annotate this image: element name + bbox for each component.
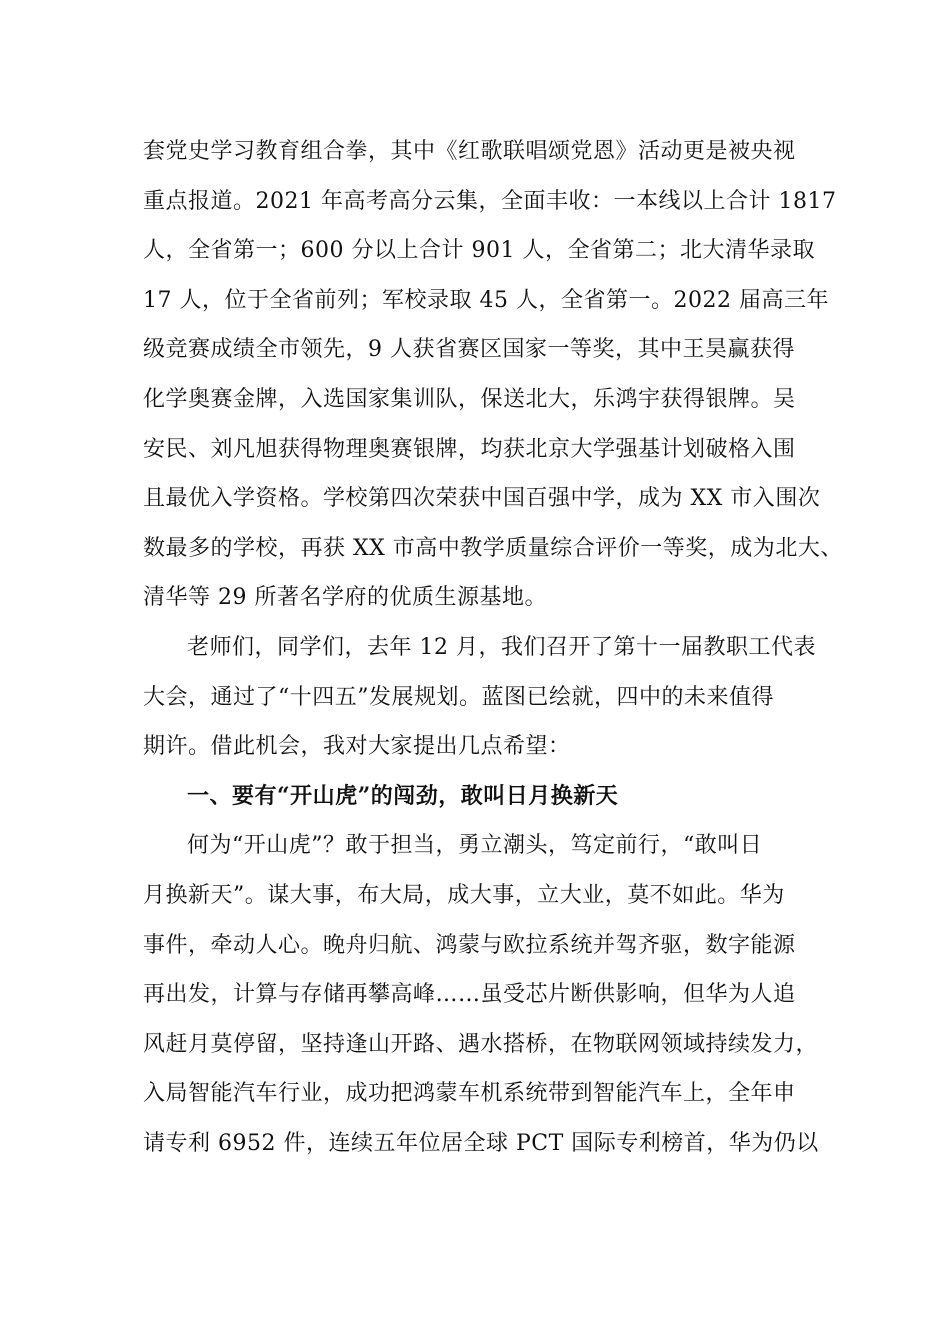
text-line: 期许。借此机会，我对大家提出几点希望： — [143, 734, 571, 760]
text-line: 级竞赛成绩全市领先，9 人获省赛区国家一等奖，其中王昊赢获得 — [143, 337, 795, 363]
text-line: 何为“开山虎”？敢于担当，勇立潮头，笃定前行，“敢叫日 — [187, 833, 763, 859]
text-line: 事件，牵动人心。晚舟归航、鸿蒙与欧拉系统并驾齐驱，数字能源 — [143, 932, 796, 958]
section-heading — [143, 772, 833, 822]
text-line: 请专利 6952 件，连续五年位居全球 PCT 国际专利榜首，华为仍以 — [143, 1130, 819, 1156]
text-line: 安民、刘凡旭获得物理奥赛银牌，均获北京大学强基计划破格入围 — [143, 436, 796, 462]
text-line: 化学奥赛金牌，入选国家集训队，保送北大，乐鸿宇获得银牌。吴 — [143, 386, 796, 412]
text-line: 清华等 29 所著名学府的优质生源基地。 — [143, 585, 547, 611]
text-line: 数最多的学校，再获 XX 市高中教学质量综合评价一等奖，成为北大、 — [143, 535, 843, 561]
text-line: 且最优入学资格。学校第四次荣获中国百强中学，成为 XX 市入围次 — [143, 486, 821, 512]
text-line: 再出发，计算与存储再攀高峰……虽受芯片断供影响，但华为人追 — [143, 982, 796, 1008]
heading-line: 一、要有“开山虎”的闯劲，敢叫日月换新天 — [187, 782, 619, 809]
text-line: 入局智能汽车行业，成功把鸿蒙车机系统带到智能汽车上，全年申 — [143, 1081, 796, 1107]
text-line: 大会，通过了“十四五”发展规划。蓝图已绘就，四中的未来值得 — [143, 684, 774, 710]
text-line: 重点报道。2021 年高考高分云集，全面丰收：一本线以上合计 1817 — [143, 188, 837, 214]
text-line: 17 人，位于全省前列；军校录取 45 人，全省第一。2022 届高三年 — [143, 287, 829, 313]
text-line: 人，全省第一；600 分以上合计 901 人，全省第二；北大清华录取 — [143, 238, 815, 264]
text-line: 风赶月莫停留，坚持逢山开路、遇水搭桥，在物联网领域持续发力， — [143, 1031, 819, 1057]
text-line: 月换新天”。谋大事，布大局，成大事，立大业，莫不如此。华为 — [143, 882, 785, 908]
text-line: 老师们，同学们，去年 12 月，我们召开了第十一届教职工代表 — [187, 634, 816, 660]
text-line: 套党史学习教育组合拳，其中《红歌联唱颂党恩》活动更是被央视 — [143, 139, 796, 164]
paragraph-huawei — [143, 821, 833, 1168]
document-body — [143, 127, 843, 1168]
paragraph-achievements — [143, 127, 843, 623]
paragraph-hopes-intro — [143, 623, 833, 772]
